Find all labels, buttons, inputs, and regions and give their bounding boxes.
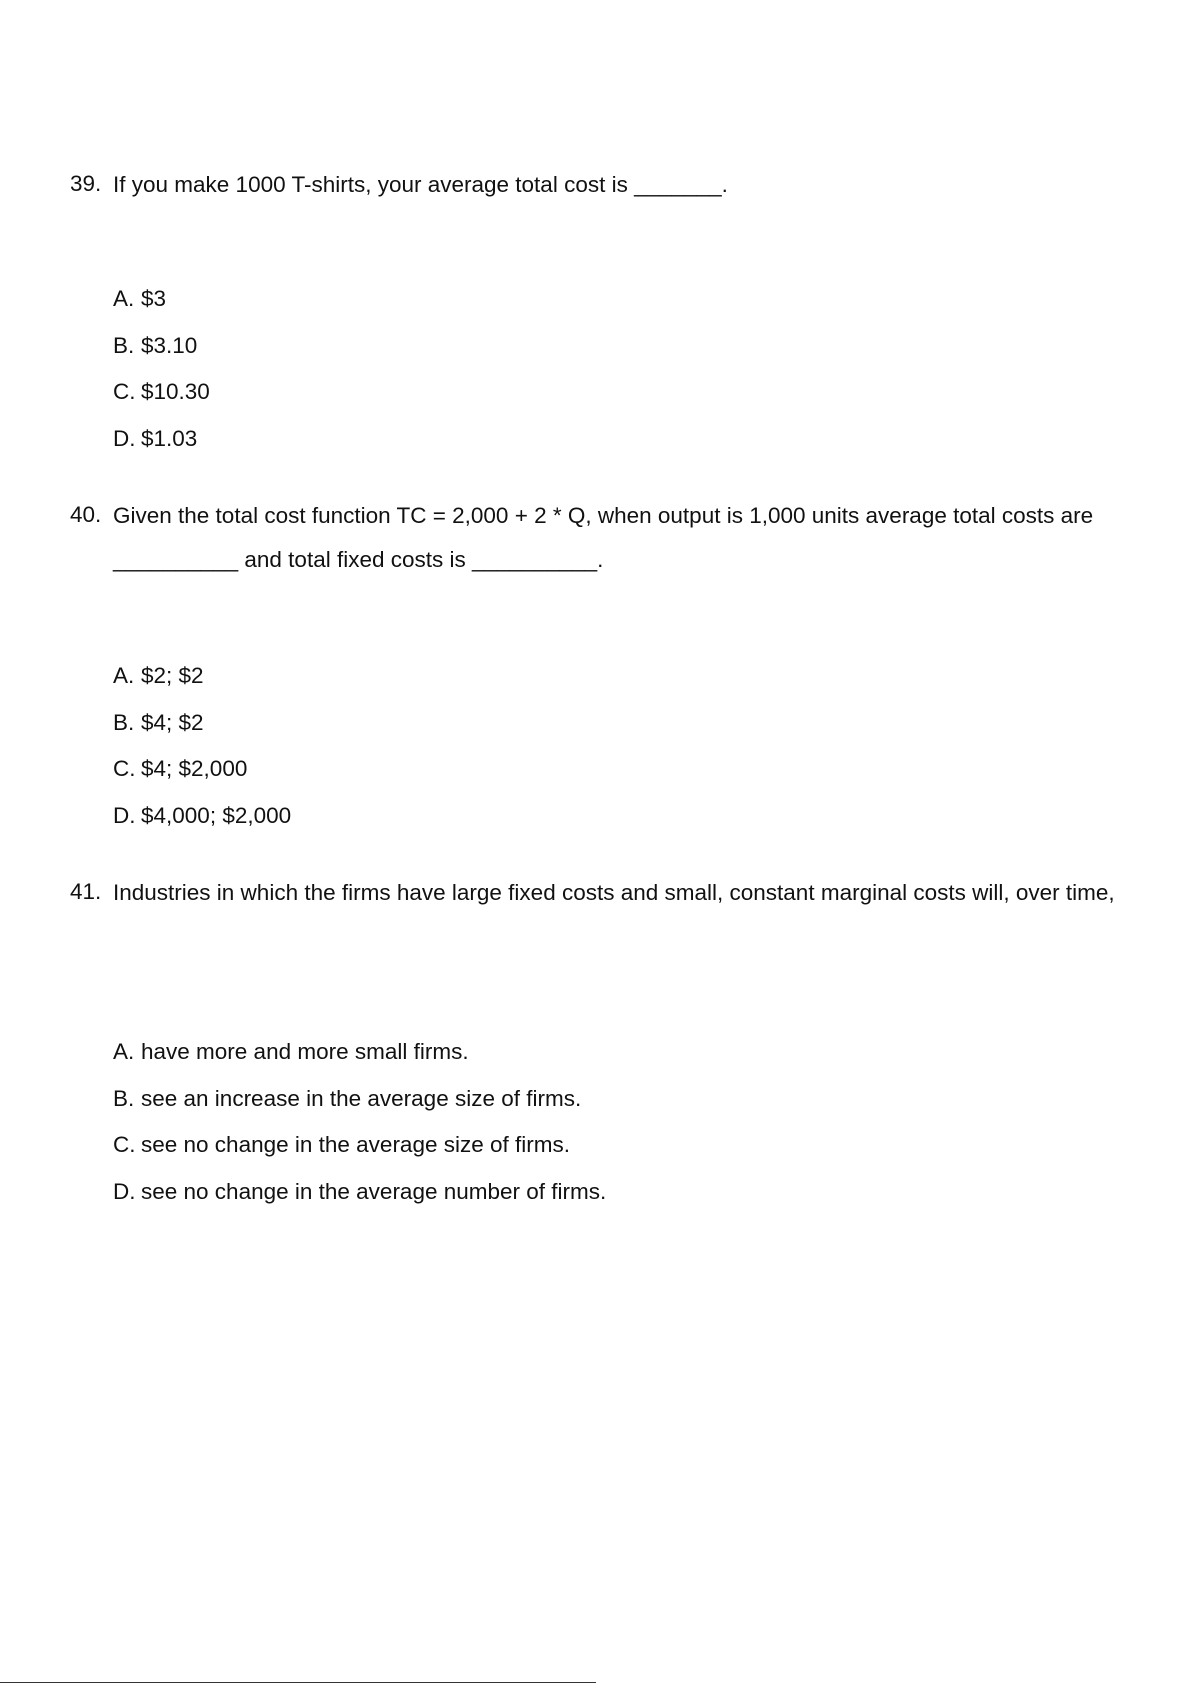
question-number: 40. xyxy=(70,502,102,527)
option-text: see no change in the average number of firms. xyxy=(141,1178,607,1204)
option-text: $2; $2 xyxy=(141,663,204,688)
option-letter: B. xyxy=(113,709,135,735)
question-stem xyxy=(70,871,1120,915)
answer-option-d[interactable] xyxy=(113,424,210,471)
option-letter: B. xyxy=(113,1085,135,1111)
question-stem xyxy=(70,163,1120,207)
answer-option-c[interactable] xyxy=(113,1130,606,1177)
question-39 xyxy=(70,163,1120,207)
answer-option-a[interactable] xyxy=(113,661,291,708)
option-text: $4; $2 xyxy=(141,709,204,735)
answer-options xyxy=(113,284,210,470)
answer-option-b[interactable] xyxy=(113,331,210,378)
answer-options xyxy=(113,661,291,847)
option-text: $4,000; $2,000 xyxy=(141,802,292,828)
option-text: see no change in the average size of firms. xyxy=(141,1132,570,1157)
answer-option-b[interactable] xyxy=(113,708,291,755)
option-letter: D. xyxy=(113,1178,136,1204)
answer-option-d[interactable] xyxy=(113,801,291,848)
option-text: $10.30 xyxy=(141,379,210,404)
answer-option-a[interactable] xyxy=(113,284,210,331)
option-text: have more and more small firms. xyxy=(141,1039,469,1064)
option-text: $1.03 xyxy=(141,425,198,451)
answer-option-b[interactable] xyxy=(113,1084,606,1131)
answer-options xyxy=(113,1037,606,1223)
question-text: Industries in which the firms have large fixed costs and small, constant marginal costs will, over time, xyxy=(113,880,1115,905)
answer-option-c[interactable] xyxy=(113,377,210,424)
option-letter: C. xyxy=(113,379,136,404)
option-letter: B. xyxy=(113,332,135,358)
answer-option-a[interactable] xyxy=(113,1037,606,1084)
question-40 xyxy=(70,494,1120,582)
option-text: $3 xyxy=(141,286,167,311)
option-text: $3.10 xyxy=(141,332,198,358)
option-letter: D. xyxy=(113,425,136,451)
question-text: Given the total cost function TC = 2,000 + 2 * Q, when output is 1,000 units average total costs are __________ and total fixed costs is __________. xyxy=(113,503,1094,572)
question-text: If you make 1000 T-shirts, your average total cost is _______. xyxy=(113,172,728,197)
answer-option-d[interactable] xyxy=(113,1177,606,1224)
option-letter: C. xyxy=(113,1132,136,1157)
footer-divider xyxy=(0,1682,596,1683)
option-letter: C. xyxy=(113,756,136,781)
option-text: $4; $2,000 xyxy=(141,756,248,781)
question-41 xyxy=(70,871,1120,915)
question-number: 41. xyxy=(70,879,102,904)
question-number: 39. xyxy=(70,171,102,196)
option-letter: D. xyxy=(113,802,136,828)
option-letter: A. xyxy=(113,663,135,688)
question-stem xyxy=(70,494,1120,582)
option-text: see an increase in the average size of firms. xyxy=(141,1085,582,1111)
answer-option-c[interactable] xyxy=(113,754,291,801)
option-letter: A. xyxy=(113,286,135,311)
option-letter: A. xyxy=(113,1039,135,1064)
